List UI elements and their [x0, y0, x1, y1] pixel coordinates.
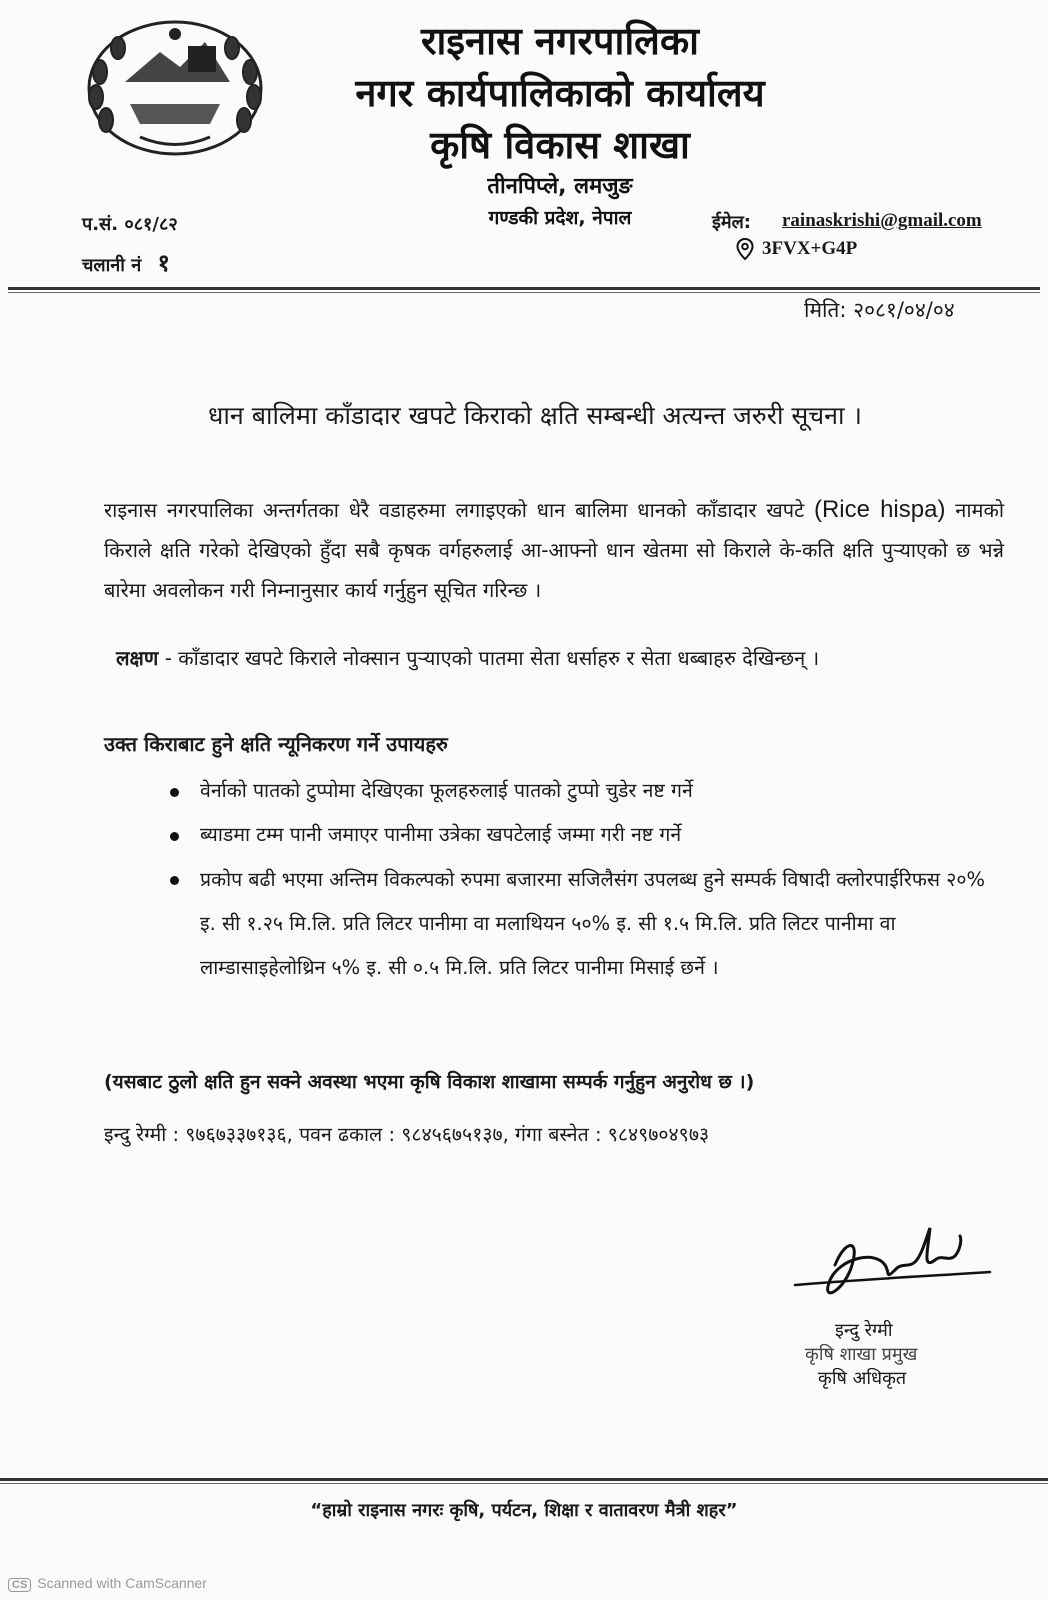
header-divider-thin	[8, 292, 1040, 293]
scanner-watermark	[8, 1575, 207, 1592]
list-item: वेर्नाको पातको टुप्पोमा देखिएका फूलहरुलाई पातको टुप्पो चुडेर नष्ट गर्ने	[170, 770, 990, 812]
notice-subject: धान बालिमा काँडादार खपटे किराको क्षति सम्बन्धी अत्यन्त जरुरी सूचना ।	[208, 401, 862, 430]
dispatch-value: १	[157, 249, 170, 277]
email-link[interactable]: rainaskrishi@gmail.com	[782, 210, 982, 231]
camscanner-logo-icon: CS	[8, 1578, 31, 1592]
symptom-paragraph	[116, 638, 1004, 678]
footer-motto: “हाम्रो राइनास नगरः कृषि, पर्यटन, शिक्षा र वातावरण मैत्री शहर”	[310, 1500, 738, 1521]
plus-code: 3FVX+G4P	[762, 238, 858, 259]
signature-image	[790, 1210, 1000, 1320]
notice-paragraph	[104, 490, 1004, 610]
address-line-2: गण्डकी प्रदेश, नेपाल	[488, 207, 632, 229]
measures-heading: उक्त किराबाट हुने क्षति न्यूनिकरण गर्ने उपायहरु	[104, 732, 448, 756]
header-divider	[8, 287, 1040, 290]
signatory-title: कृषि अधिकृत	[818, 1368, 907, 1389]
contact-note: (यसबाट ठुलो क्षति हुन सक्ने अवस्था भएमा कृषि विकाश शाखामा सम्पर्क गर्नुहुन अनुरोध छ ।)	[104, 1071, 755, 1093]
letter-date: मिति: २०८१/०४/०४	[804, 298, 955, 322]
paragraph-text-1: राइनास नगरपालिका अन्तर्गतका धेरै वडाहरुमा लगाइएको धान बालिमा धानको काँडादार खपटे	[104, 498, 805, 522]
signatory-name: इन्दु रेग्मी	[835, 1320, 893, 1341]
symptom-label: लक्षण	[116, 646, 159, 670]
footer-divider-thin	[0, 1483, 1048, 1484]
branch-name: कृषि विकास शाखा	[430, 123, 690, 167]
contact-numbers: इन्दु रेग्मी : ९७६७३३७१३६, पवन ढकाल : ९८४५६७५१३७, गंगा बस्नेत : ९८४९७०४९७३	[104, 1123, 710, 1146]
list-item: ब्याडमा टम्म पानी जमाएर पानीमा उत्रेका खपटेलाई जम्मा गरी नष्ट गर्ने	[170, 814, 990, 856]
email-label: ईमेल:	[712, 212, 752, 233]
government-emblem	[70, 12, 280, 162]
footer-divider	[0, 1478, 1048, 1481]
measures-list	[170, 770, 990, 992]
signatory-role: कृषि शाखा प्रमुख	[805, 1344, 918, 1365]
dispatch-label: चलानी नं	[82, 255, 142, 276]
office-name: नगर कार्यपालिकाको कार्यालय	[355, 71, 765, 115]
paragraph-english-term: (Rice hispa)	[813, 496, 946, 523]
paragraph-text-2: नामको किराले क्षति गरेको देखिएको हुँदा सबै कृषक वर्गहरुलाई आ-आफ्नो धान खेतमा सो किराले के-कति क्षति पुऱ्याएको छ भन्ने बारेमा अवलोकन गरी निम्नानुसार कार्य गर्नुहुन सूचित गरिन्छ ।	[104, 498, 1004, 602]
scanner-text: Scanned with CamScanner	[37, 1575, 207, 1591]
dispatch-number	[82, 246, 170, 279]
list-item: प्रकोप बढी भएमा अन्तिम विकल्पको रुपमा बजारमा सजिलैसंग उपलब्ध हुने सम्पर्क विषादी क्लोरपाईरिफस २०% इ. सी १.२५ मि.लि. प्रति लिटर पानीमा वा मलाथियन ५०% इ. सी १.५ मि.लि. प्रति लिटर पानीमा वा लाम्डासाइहेलोथ्रिन ५% इ. सी ०.५ मि.लि. प्रति लिटर पानीमा मिसाई छर्ने ।	[170, 858, 990, 990]
address-line-1: तीनपिप्ले, लमजुङ	[487, 174, 633, 199]
location-pin-icon	[736, 238, 754, 260]
symptom-text: - काँडादार खपटे किराले नोक्सान पुऱ्याएको पातमा सेता धर्साहरु र सेता धब्बाहरु देखिन्छन् ।	[158, 646, 820, 670]
fiscal-year: प.सं. ०८१/८२	[82, 214, 178, 235]
municipality-name: राइनास नगरपालिका	[421, 19, 699, 63]
